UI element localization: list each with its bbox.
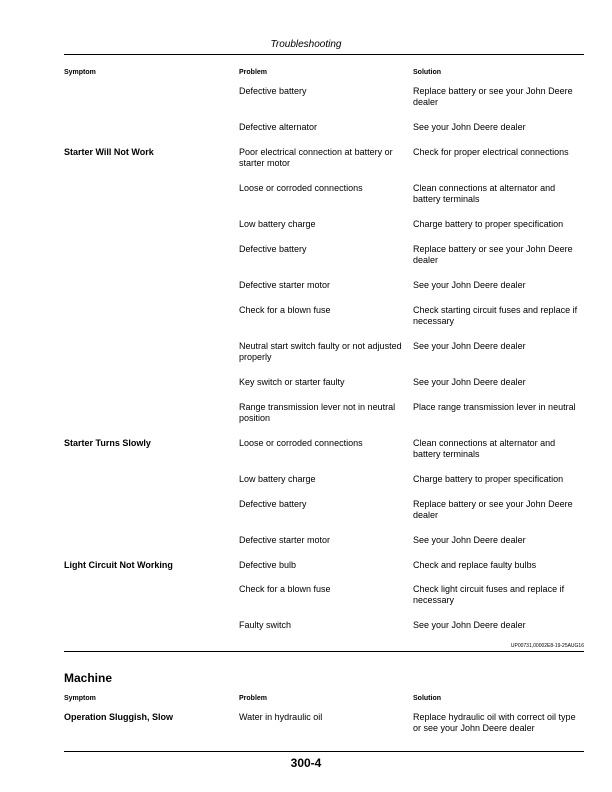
solution-cell: Clean connections at alternator and battery terminals	[413, 438, 556, 459]
problem-cell: Defective alternator	[239, 122, 318, 132]
solution-cell: Charge battery to proper specification	[413, 219, 564, 229]
solution-cell: Clean connections at alternator and battery terminals	[413, 183, 556, 204]
solution-cell: Check and replace faulty bulbs	[413, 560, 537, 570]
symptom-starter-turns-slowly: Starter Turns Slowly	[64, 438, 151, 448]
solution-cell: Replace battery or see your John Deere dealer	[413, 499, 573, 520]
solution-cell: Replace battery or see your John Deere dealer	[413, 244, 573, 265]
column-header-symptom: Symptom	[64, 69, 96, 76]
solution-cell: See your John Deere dealer	[413, 620, 526, 630]
problem-cell: Neutral start switch faulty or not adjusted properly	[239, 341, 402, 362]
problem-cell: Check for a blown fuse	[239, 584, 331, 594]
symptom-light-circuit-not-working: Light Circuit Not Working	[64, 560, 173, 570]
solution-cell: Replace hydraulic oil with correct oil type or see your John Deere dealer	[413, 712, 576, 733]
solution-cell: Place range transmission lever in neutral	[413, 402, 576, 412]
solution-cell: Check light circuit fuses and replace if necessary	[413, 584, 565, 605]
problem-cell: Loose or corroded connections	[239, 183, 363, 193]
table-end-rule	[64, 651, 584, 652]
solution-cell: See your John Deere dealer	[413, 377, 526, 387]
solution-cell: See your John Deere dealer	[413, 280, 526, 290]
column-header-solution: Solution	[413, 69, 441, 76]
problem-cell: Defective bulb	[239, 560, 297, 570]
problem-cell: Low battery charge	[239, 474, 316, 484]
problem-cell: Poor electrical connection at battery or starter motor	[239, 147, 393, 168]
solution-cell: See your John Deere dealer	[413, 535, 526, 545]
solution-cell: See your John Deere dealer	[413, 122, 526, 132]
solution-cell: Check starting circuit fuses and replace if necessary	[413, 305, 578, 326]
page-number: 300-4	[290, 756, 322, 770]
header-rule	[64, 54, 584, 55]
problem-cell: Loose or corroded connections	[239, 438, 363, 448]
problem-cell: Defective starter motor	[239, 280, 331, 290]
problem-cell: Water in hydraulic oil	[239, 712, 323, 722]
reference-code: UP00731,00002E8-19-25AUG16	[510, 643, 584, 649]
solution-cell: Replace battery or see your John Deere dealer	[413, 86, 573, 107]
problem-cell: Range transmission lever not in neutral position	[239, 402, 396, 423]
column-header-symptom: Symptom	[64, 695, 96, 702]
column-header-problem: Problem	[239, 695, 268, 702]
solution-cell: Charge battery to proper specification	[413, 474, 564, 484]
symptom-operation-sluggish: Operation Sluggish, Slow	[64, 712, 174, 722]
problem-cell: Defective battery	[239, 86, 307, 96]
symptom-starter-will-not-work: Starter Will Not Work	[64, 147, 154, 157]
problem-cell: Defective battery	[239, 499, 307, 509]
solution-cell: See your John Deere dealer	[413, 341, 526, 351]
column-header-solution: Solution	[413, 695, 441, 702]
problem-cell: Faulty switch	[239, 620, 292, 630]
column-header-problem: Problem	[239, 69, 268, 76]
problem-cell: Low battery charge	[239, 219, 316, 229]
problem-cell: Defective starter motor	[239, 535, 331, 545]
problem-cell: Key switch or starter faulty	[239, 377, 345, 387]
page-header: Troubleshooting	[270, 39, 342, 50]
section-title-machine: Machine	[64, 671, 113, 685]
solution-cell: Check for proper electrical connections	[413, 147, 569, 157]
problem-cell: Check for a blown fuse	[239, 305, 331, 315]
footer-rule	[64, 751, 584, 752]
problem-cell: Defective battery	[239, 244, 307, 254]
